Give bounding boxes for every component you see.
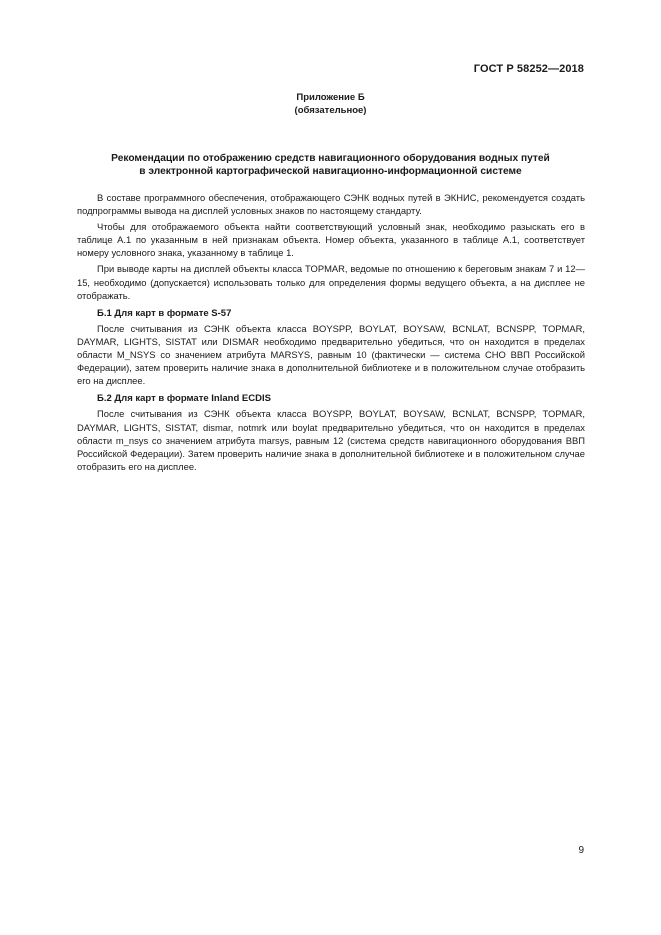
document-title-line1: Рекомендации по отображению средств навигационного оборудования водных путей <box>111 153 550 164</box>
intro-paragraph-3: При выводе карты на дисплей объекты класса TOPMAR, ведомые по отношению к береговым знакам 7 и 12—15, необходимо (допускается) использовать только для определения формы ведущего объекта, а на дисплее не отображать. <box>77 263 585 301</box>
document-title <box>60 152 601 178</box>
annex-heading <box>0 91 661 117</box>
annex-status: (обязательное) <box>294 105 367 116</box>
document-body <box>77 191 585 473</box>
section-b1-heading: Б.1 Для карт в формате S-57 <box>97 307 232 319</box>
page-number: 9 <box>578 845 584 856</box>
section-b1-text: После считывания из СЭНК объекта класса BOYSPP, BOYLAT, BOYSAW, BCNLAT, BCNSPP, TOPMAR, DAYMAR, LIGHTS, SISTAT или DISMAR необходимо предварительно убедиться, что он находится в пределах области M_NSYS со значением атрибута MARSYS, равным 10 (фактически — система СНО ВВП Российской Федерации), затем проверить наличие знака в дополнительной библиотеке и в положительном случае отобразить его на дисплее. <box>77 322 585 387</box>
standard-code: ГОСТ Р 58252—2018 <box>473 63 584 75</box>
intro-paragraph-2: Чтобы для отображаемого объекта найти соответствующий условный знак, необходимо разыскать его в таблице А.1 по указанным в ней признакам объекта. Номер объекта, указанного в таблице А.1, соответствует номеру условного знака, указанному в таблице 1. <box>77 221 585 259</box>
intro-paragraph-1: В составе программного обеспечения, отображающего СЭНК водных путей в ЭКНИС, рекомендуется создать подпрограммы вывода на дисплей условных знаков по настоящему стандарту. <box>77 192 585 217</box>
section-b2-text: После считывания из СЭНК объекта класса BOYSPP, BOYLAT, BOYSAW, BCNLAT, BCNSPP, TOPMAR, DAYMAR, LIGHTS, SISTAT, dismar, notmrk или boylat предварительно убедиться, что он находится в пределах области m_nsys со значением атрибута marsys, равным 12 (система средств навигационного оборудования ВВП Российской Федерации). Затем проверить наличие знака в дополнительной библиотеке и в положительном случае отобразить его на дисплее. <box>77 408 585 472</box>
annex-title: Приложение Б <box>296 92 365 103</box>
section-b2-heading: Б.2 Для карт в формате Inland ECDIS <box>97 393 271 405</box>
document-title-line2: в электронной картографической навигационно-информационной системе <box>139 166 522 177</box>
